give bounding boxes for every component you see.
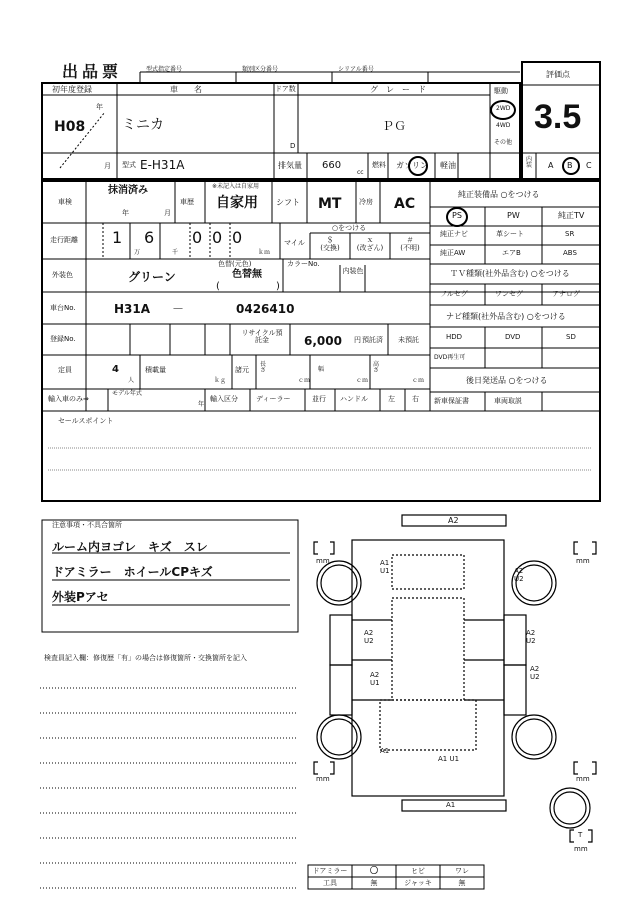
model-year-label: モデル年式 <box>112 390 142 397</box>
import-year-unit: 年 <box>198 401 205 408</box>
tv-analog: アナログ <box>552 290 580 298</box>
mileage-digit-4: 0 <box>212 228 223 247</box>
displacement-label: 排気量 <box>278 161 302 170</box>
option-leather: 革シート <box>496 230 524 238</box>
ac-label: 冷房 <box>359 198 373 206</box>
mileage-sen: 千 <box>172 249 179 256</box>
mileage-modified: ｘ (改ざん) <box>356 236 384 253</box>
later-title: 後日発送品 ○をつける <box>466 376 548 385</box>
history-label: 車歴 <box>180 198 194 206</box>
color-no-label: カラーNo. <box>287 260 320 268</box>
option-navi: 純正ナビ <box>440 230 468 238</box>
mark-rear-door-right: A2 U2 <box>530 665 540 681</box>
fuel-label: 燃料 <box>372 161 386 169</box>
dims-width: 幅 <box>318 366 325 373</box>
class-no-label: 類別区分番号 <box>242 66 279 73</box>
capacity-unit: 人 <box>128 377 135 384</box>
interior-a: A <box>548 161 554 170</box>
model-value: E-H31A <box>140 158 185 172</box>
grade-value: ＰＧ <box>382 119 407 133</box>
recycle-unit: 円 <box>354 336 361 344</box>
recycle-value: 6,000 <box>304 334 342 348</box>
shift-label: シフト <box>276 198 300 207</box>
load-unit: ｋｇ <box>214 377 227 384</box>
mileage-km: ｋｍ <box>258 249 271 256</box>
history-value: 自家用 <box>216 195 258 211</box>
first-reg-label: 初年度登録 <box>52 85 92 94</box>
option-ps-circle <box>446 207 468 227</box>
bt-crack: ヒビ <box>411 867 425 875</box>
option-pw: PW <box>507 211 520 220</box>
serial-label: シリアル番号 <box>338 66 374 73</box>
mark-roof: A2 <box>448 516 459 525</box>
recycle-deposited: 預託済 <box>362 336 383 344</box>
mileage-man: 万 <box>134 249 141 256</box>
mm-fr: mm <box>576 557 590 565</box>
cc-unit: cc <box>357 169 364 176</box>
grade-score: 3.5 <box>534 98 582 136</box>
mark-front-door-right: A2 U2 <box>526 629 536 645</box>
option-sr: SR <box>565 230 575 238</box>
doors-value: D <box>290 142 296 150</box>
option-airbag: エアB <box>502 249 521 257</box>
mileage-digit-5: 0 <box>232 228 243 247</box>
mileage-digit-3: 0 <box>192 228 203 247</box>
tv-title: ＴＶ種類(社外品含む) ○をつける <box>450 269 570 278</box>
inspector-label: 検査員記入欄：修復歴「有」の場合は修復箇所・交換箇所を記入 <box>44 654 247 662</box>
ac-value: AC <box>394 196 416 212</box>
later-manual: 車両取説 <box>494 397 522 405</box>
mark-front-right: A2 U2 <box>514 567 524 583</box>
notes-label: 注意事項・不具合箇所 <box>52 521 122 529</box>
mm-rr: mm <box>576 775 590 783</box>
type-cert-label: 型式指定番号 <box>146 66 183 73</box>
dims-length: 長さ <box>260 361 267 374</box>
spare-t: T <box>578 831 583 839</box>
mark-rear-left: A1 <box>380 747 390 755</box>
repaint-paren-left: ( <box>216 281 220 292</box>
import-category-label: 輸入区分 <box>210 395 238 403</box>
capacity-value: 4 <box>112 364 119 375</box>
bt-jack: ジャッキ <box>404 879 432 887</box>
navi-dvd: DVD <box>505 333 521 341</box>
grade-label: グ レ ー ド <box>370 85 426 94</box>
mileage-label: 走行距離 <box>50 236 78 244</box>
mileage-circle-note: ○をつける <box>332 224 367 232</box>
chassis-label: 車台No. <box>50 304 76 312</box>
grade-score-label: 評価点 <box>546 70 570 79</box>
year-unit: 年 <box>96 103 103 111</box>
registration-label: 登録No. <box>50 335 76 343</box>
dims-label: 諸元 <box>235 366 249 374</box>
fuel-gasoline: ガソリン <box>396 161 428 170</box>
color-label: 外装色 <box>52 271 73 279</box>
later-warranty: 新車保証書 <box>434 397 469 405</box>
drive-selected-circle <box>490 100 516 120</box>
repaint-paren-right: ) <box>276 281 280 292</box>
displacement-value: 660 <box>322 160 342 171</box>
repaint-label: 色替(元色) <box>218 260 252 268</box>
handle-left: 左 <box>388 395 395 403</box>
chassis-dash: － <box>172 302 185 316</box>
color-value: グリーン <box>128 270 176 284</box>
import-label: 輸入車のみ⇒ <box>48 395 89 403</box>
mileage-exchanged: ＄ (交換) <box>320 236 340 253</box>
mileage-mile: マイル <box>284 239 305 247</box>
dims-height: 高さ <box>373 361 380 374</box>
drive-2wd: 2WD <box>496 105 511 112</box>
sheet-title: 出品票 <box>62 62 123 81</box>
import-parallel: 並行 <box>312 395 326 403</box>
mileage-digit-1: 1 <box>112 228 123 247</box>
length-cm: ｃｍ <box>298 377 311 384</box>
chassis-number: 0426410 <box>236 302 295 316</box>
option-abs: ABS <box>563 249 577 257</box>
width-cm: ｃｍ <box>356 377 369 384</box>
tv-oneseg: ワンセグ <box>495 290 523 298</box>
bt-jack-value: 無 <box>458 879 466 887</box>
load-label: 積載量 <box>145 366 166 374</box>
repaint-value: 色替無 <box>232 269 262 280</box>
recycle-label: リサイクル預託金 <box>241 329 283 344</box>
mm-rl: mm <box>316 775 330 783</box>
bt-mirror-mark: 〇 <box>370 866 378 875</box>
bt-mirror: ドアミラー <box>312 867 348 875</box>
option-ps: PS <box>452 211 462 220</box>
month-unit: 月 <box>104 162 111 170</box>
note-item-2: ドアミラー ホイールCPキズ <box>52 565 213 579</box>
mark-front-door-left: A2 U2 <box>364 629 374 645</box>
sales-point-label: セールスポイント <box>58 417 114 425</box>
drive-label: 駆動 <box>494 87 508 95</box>
option-tv: 純正TV <box>558 211 585 220</box>
car-diagram <box>314 515 596 842</box>
options-title: 純正装備品 ○をつける <box>458 190 540 199</box>
inspection-month: 月 <box>164 209 171 217</box>
navi-hdd: HDD <box>446 333 463 341</box>
inspection-value: 抹消済み <box>108 185 148 196</box>
height-cm: ｃｍ <box>412 377 425 384</box>
chassis-model: H31A <box>114 302 151 316</box>
dvd-label: DVD再生可 <box>434 354 466 361</box>
bt-break: ワレ <box>455 867 469 875</box>
interior-label: 内装 <box>526 156 533 169</box>
car-name-label: 車 名 <box>170 85 202 94</box>
mark-rear-door-left: A2 U1 <box>370 671 380 687</box>
recycle-not-deposited: 未預託 <box>398 336 419 344</box>
inspection-year: 年 <box>122 209 129 217</box>
first-reg-value: H08 <box>54 119 86 135</box>
interior-color-label: 内装色 <box>342 267 364 275</box>
drive-other: その他 <box>494 139 513 146</box>
history-note: ※未記入は自家用 <box>212 183 260 190</box>
import-dealer: ディーラー <box>256 395 291 403</box>
mm-spare: mm <box>574 845 588 853</box>
mm-fl: mm <box>316 557 330 565</box>
model-label: 型式 <box>122 161 136 169</box>
interior-selected-circle <box>562 157 580 175</box>
option-aw: 純正AW <box>440 249 466 257</box>
mileage-digit-2: 6 <box>144 228 155 247</box>
mark-rear: A1 U1 <box>438 755 460 763</box>
shift-value: MT <box>318 196 342 212</box>
bt-tools-value: 無 <box>370 879 378 887</box>
drive-4wd: 4WD <box>496 122 511 129</box>
handle-label: ハンドル <box>340 395 368 403</box>
navi-title: ナビ種類(社外品含む) ○をつける <box>446 312 566 321</box>
interior-c: C <box>586 161 592 170</box>
fuel-diesel: 軽油 <box>440 161 456 170</box>
handle-right: 右 <box>412 395 419 403</box>
note-item-3: 外装Pアセ <box>52 590 109 604</box>
inspection-label: 車検 <box>58 198 72 206</box>
tv-fullseg: フルセグ <box>440 290 468 298</box>
fuel-selected-circle <box>408 156 428 176</box>
interior-b: B <box>567 161 573 170</box>
mark-bottom: A1 <box>446 801 456 809</box>
car-name-value: ミニカ <box>122 117 164 133</box>
bt-tools: 工具 <box>323 879 337 887</box>
doors-label: ドア数 <box>275 85 296 93</box>
capacity-label: 定員 <box>58 366 72 374</box>
mileage-unknown: ＃ (不明) <box>400 236 420 253</box>
note-item-1: ルーム内ヨゴレ キズ スレ <box>52 540 208 554</box>
mark-front-left: A1 U1 <box>380 559 390 575</box>
navi-sd: SD <box>566 333 576 341</box>
